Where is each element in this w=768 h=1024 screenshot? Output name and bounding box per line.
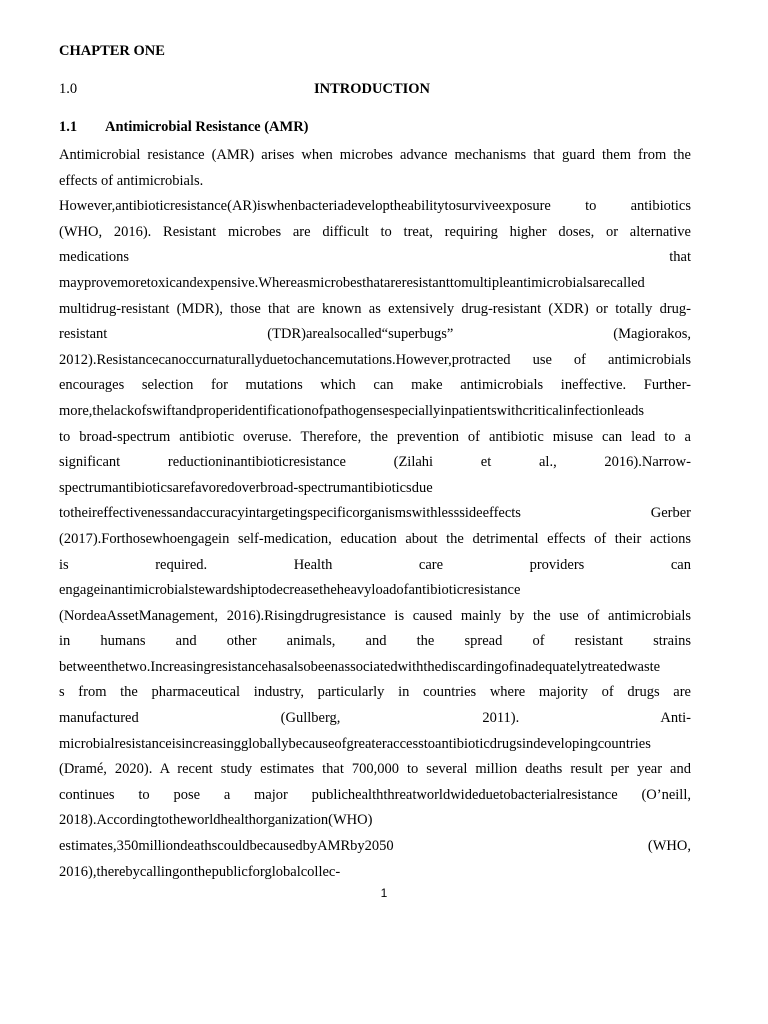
text-line: in humans and other animals, and the spread of resistant strains (59, 633, 691, 650)
text-line: more,thelackofswiftandproperidentificationofpathogensespeciallyinpatientswithcriticalinfectionleads (59, 402, 645, 419)
text-line: betweenthetwo.Increasingresistancehasalsobeenassociatedwiththediscardingofinadequatelytreatedwaste (59, 658, 661, 675)
text-line: estimates,350milliondeathscouldbecausedbyAMRby2050 (WHO, (59, 838, 691, 855)
text-line: (WHO, 2016). Resistant microbes are difficult to treat, requiring higher doses, or alternative (59, 223, 691, 240)
text-line: is required. Health care providers can (59, 556, 691, 573)
text-line: significant reductioninantibioticresistance (Zilahi et al., 2016).Narrow- (59, 454, 691, 471)
text-line: (NordeaAssetManagement, 2016).Risingdrugresistance is caused mainly by the use of antimicrobials (59, 607, 691, 624)
text-line: medications that (59, 249, 691, 266)
page-number: 1 (380, 886, 388, 900)
text-line: However,antibioticresistance(AR)iswhenbacteriadeveloptheabilitytosurviveexposure to antibiotics (59, 198, 691, 215)
text-line: manufactured (Gullberg, 2011). Anti- (59, 710, 691, 727)
text-line: to broad-spectrum antibiotic overuse. Therefore, the prevention of antibiotic misuse can lead to a (59, 428, 691, 445)
text-line: 2018).Accordingtotheworldhealthorganization(WHO) (59, 812, 373, 829)
text-line: encourages selection for mutations which can make antimicrobials ineffective. Further- (59, 377, 691, 394)
text-line: s from the pharmaceutical industry, particularly in countries where majority of drugs are (59, 684, 691, 701)
text-line: (Dramé, 2020). A recent study estimates that 700,000 to several million deaths result per year and (59, 761, 691, 778)
text-line: multidrug-resistant (MDR), those that are known as extensively drug-resistant (XDR) or totally drug- (59, 300, 691, 317)
text-line: Antimicrobial resistance (AMR) arises when microbes advance mechanisms that guard them from the (59, 147, 691, 163)
section-title: INTRODUCTION (314, 81, 431, 97)
text-line: mayprovemoretoxicandexpensive.Whereasmicrobesthatareresistanttomultipleantimicrobialsarecalled (59, 274, 645, 291)
text-line: resistant (TDR)arealsocalled“superbugs” (Magiorakos, (59, 326, 691, 343)
text-line: 2012).Resistancecanoccurnaturallyduetochancemutations.However,protracted use of antimicrobials (59, 351, 691, 368)
text-line: engageinantimicrobialstewardshiptodecreasetheheavyloadofantibioticresistance (59, 582, 521, 599)
section-number: 1.0 (59, 81, 78, 97)
text-line: continues to pose a major publichealththreatworldwideduetobacterialresistance (O’neill, (59, 786, 691, 803)
text-line: effects of antimicrobials. (59, 172, 204, 189)
subsection-number: 1.1 (59, 119, 78, 135)
subsection-title: Antimicrobial Resistance (AMR) (105, 119, 309, 135)
text-line: 2016),therebycallingonthepublicforglobalcollec- (59, 863, 341, 880)
body-paragraph (59, 143, 691, 885)
text-line: totheireffectivenessandaccuracyintargetingspecificorganismswithlesssideeffects Gerber (59, 505, 691, 522)
text-line: spectrumantibioticsarefavoredoverbroad-spectrumantibioticsdue (59, 479, 433, 496)
chapter-heading: CHAPTER ONE (59, 43, 165, 59)
text-line: (2017).Forthosewhoengagein self-medication, education about the detrimental effects of their actions (59, 530, 691, 547)
text-line: microbialresistanceisincreasinggloballybecauseofgreateraccesstoantibioticdrugsindevelopingcountries (59, 735, 651, 752)
